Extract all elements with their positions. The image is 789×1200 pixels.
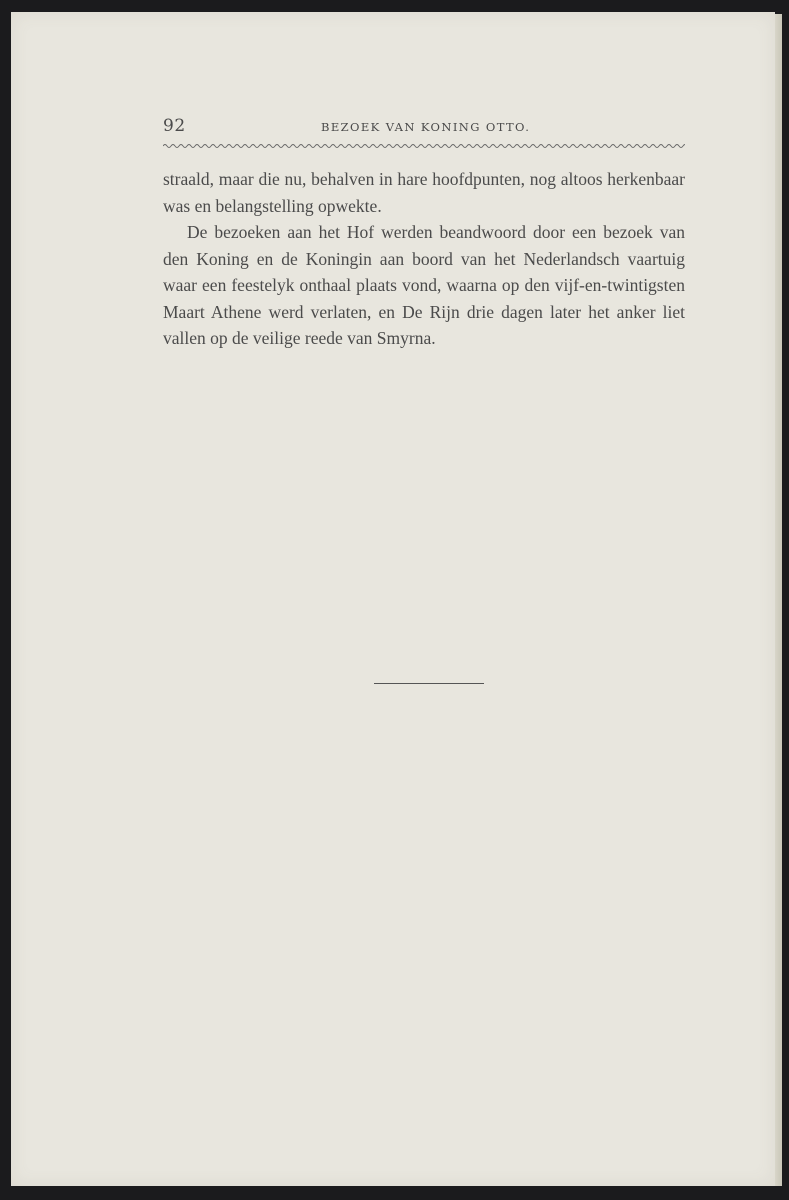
section-end-rule [374,683,484,684]
page-number: 92 [163,116,186,136]
body-text [163,166,685,352]
paragraph-continued: straald, maar die nu, behalven in hare hoofdpunten, nog altoos herkenbaar was en belangstelling opwekte. [163,169,685,216]
running-head: BEZOEK VAN KONING OTTO. [321,120,531,134]
header-wavy-rule [163,142,685,150]
page-header [163,116,685,138]
paragraph: De bezoeken aan het Hof werden beandwoord door een bezoek van den Koning en de Koningin aan boord van het Nederlandsch vaartuig waar een feestelyk onthaal plaats vond, waarna op den vijf-en-twintigsten Maart Athene werd verlaten, en De Rijn drie dagen later het anker liet vallen op de veilige reede van Smyrna. [163,222,685,348]
